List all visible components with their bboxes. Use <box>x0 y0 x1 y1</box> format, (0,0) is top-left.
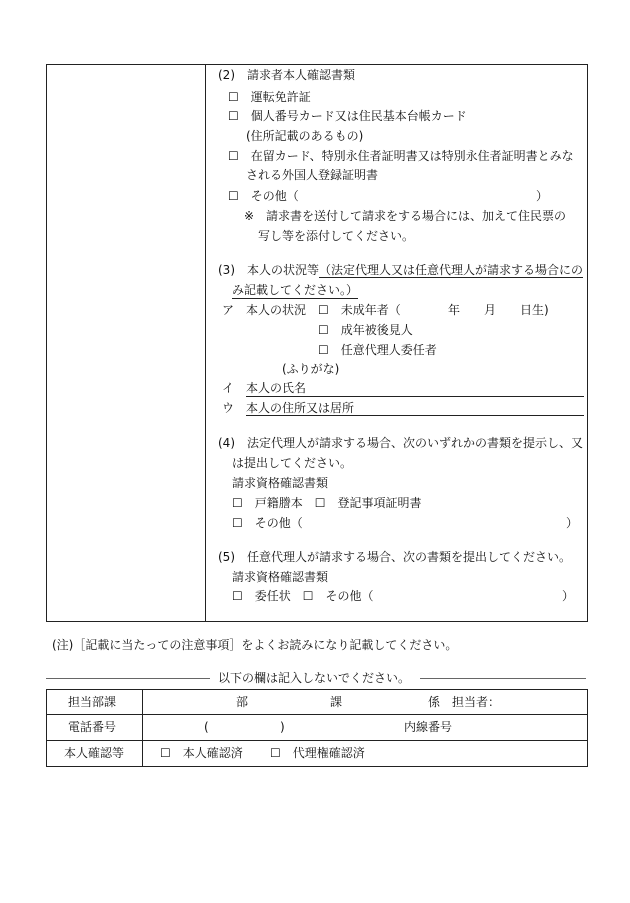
office-row-sep-2 <box>46 740 587 741</box>
checkbox-family-register[interactable]: ☐ 戸籍謄本 ☐ 登記事項証明書 <box>232 496 422 510</box>
section-3-title-prefix: (3) 本人の状況等 <box>218 263 319 277</box>
checkbox-other-legal[interactable]: ☐ その他（ <box>232 516 303 530</box>
office-phone-label: 電話番号 <box>68 720 117 734</box>
office-check-label: 本人確認等 <box>64 746 125 760</box>
checkbox-identity-verified[interactable]: ☐ 本人確認済 <box>160 746 243 760</box>
divider-line-right <box>420 678 586 679</box>
section-4-line2: は提出してください。 <box>232 456 353 470</box>
name-line <box>246 396 584 397</box>
residence-card-cont: される外国人登録証明書 <box>246 168 379 182</box>
birth-year-label: 年 <box>448 303 461 317</box>
address-label: 本人の住所又は居所 <box>246 401 355 415</box>
section-3-title-cont: み記載してください。） <box>232 283 359 297</box>
office-row-sep-1 <box>46 714 587 715</box>
section-3-title-underlined: （法定代理人又は任意代理人が請求する場合にの <box>319 263 584 277</box>
office-extension-label: 内線番号 <box>404 720 453 734</box>
other-voluntary-close: ） <box>562 589 575 603</box>
my-number-card-note: (住所記載のあるもの) <box>246 129 364 143</box>
office-bu-label: 部 <box>236 695 249 709</box>
other-id-close: ） <box>536 189 549 203</box>
name-prefix: イ <box>222 381 235 395</box>
checkbox-authority-verified[interactable]: ☐ 代理権確認済 <box>270 746 365 760</box>
checkbox-power-of-attorney[interactable]: ☐ 委任状 ☐ その他（ <box>232 589 374 603</box>
section-5-line1: (5) 任意代理人が請求する場合、次の書類を提出してください。 <box>218 550 572 564</box>
section-5-sub: 請求資格確認書類 <box>232 570 329 584</box>
checkbox-drivers-license[interactable]: ☐ 運転免許証 <box>228 90 311 104</box>
mail-note-line1: ※ 請求書を送付して請求をする場合には、加えて住民票の <box>244 209 567 223</box>
checkbox-residence-card[interactable]: ☐ 在留カード、特別永住者証明書又は特別永住者証明書とみな <box>228 149 574 163</box>
address-line <box>246 415 584 416</box>
section-2-title: (2) 請求者本人確認書類 <box>218 68 355 82</box>
office-phone-open: ( <box>204 720 209 734</box>
office-person-label: 担当者： <box>452 695 501 709</box>
checkbox-minor[interactable]: ☐ 未成年者（ <box>318 303 401 317</box>
checkbox-delegator[interactable]: ☐ 任意代理人委任者 <box>318 343 437 357</box>
checkbox-adult-ward[interactable]: ☐ 成年被後見人 <box>318 323 413 337</box>
checkbox-other-id[interactable]: ☐ その他（ <box>228 189 299 203</box>
form-table-divider <box>205 64 206 621</box>
birth-day-label: 日生) <box>520 303 549 317</box>
divider-text: 以下の欄は記入しないでください。 <box>218 671 411 685</box>
office-table-divider <box>142 689 143 766</box>
office-ka-label: 課 <box>330 695 343 709</box>
birth-month-label: 月 <box>484 303 497 317</box>
address-prefix: ウ <box>222 401 235 415</box>
other-legal-close: ） <box>566 516 579 530</box>
divider-line-left <box>46 678 210 679</box>
section-4-sub: 請求資格確認書類 <box>232 476 329 490</box>
section-3-title <box>218 262 583 278</box>
checkbox-my-number-card[interactable]: ☐ 個人番号カード又は住民基本台帳カード <box>228 109 467 123</box>
office-kakari-label: 係 <box>428 695 441 709</box>
office-dept-label: 担当部課 <box>68 695 117 709</box>
mail-note-line2: 写し等を添付してください。 <box>258 229 415 243</box>
office-phone-close: ) <box>280 720 285 734</box>
instructions-note: (注)［記載に当たっての注意事項］をよくお読みになり記載してください。 <box>52 638 458 652</box>
status-label: ア 本人の状況 <box>222 303 307 317</box>
name-label: 本人の氏名 <box>246 381 307 395</box>
furigana-label: (ふりがな) <box>282 362 340 376</box>
section-4-line1: (4) 法定代理人が請求する場合、次のいずれかの書類を提示し、又 <box>218 436 584 450</box>
